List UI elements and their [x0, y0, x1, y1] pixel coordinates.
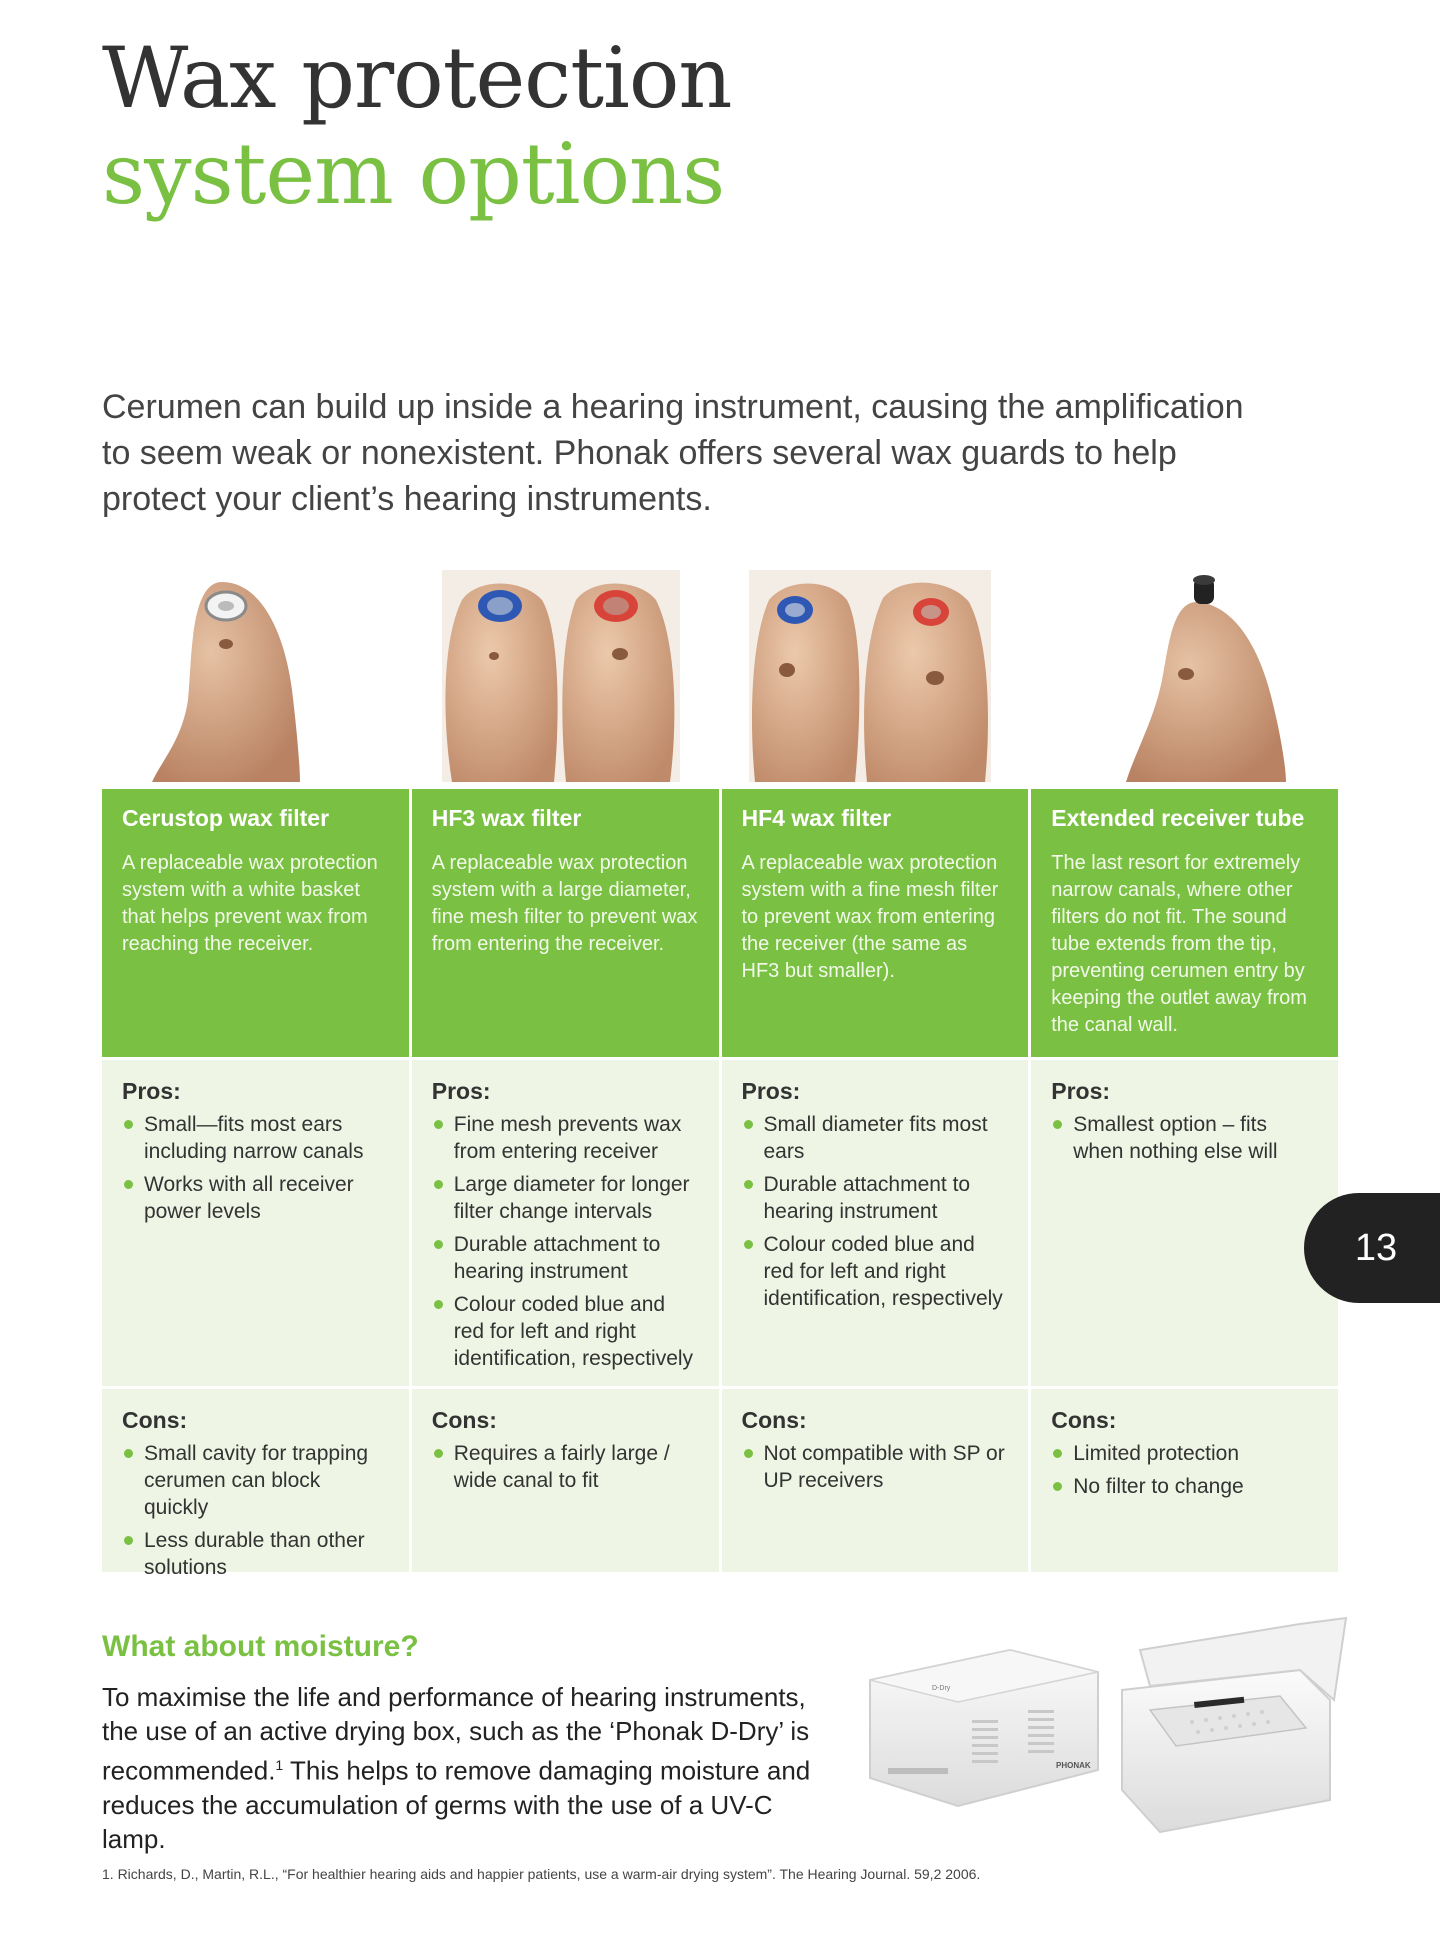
- pro-item: Small diameter fits most ears: [742, 1111, 1009, 1165]
- column-cerustop: [102, 789, 409, 1579]
- page-number-tab: [1304, 1193, 1440, 1303]
- cons-label: Cons:: [431, 1407, 497, 1433]
- cons-label: Cons:: [1051, 1407, 1117, 1433]
- cons-label: Cons:: [741, 1407, 807, 1433]
- con-item: Not compatible with SP or UP receivers: [742, 1440, 1009, 1494]
- cons-label: Cons:: [122, 1407, 188, 1433]
- extended-tube-photo: [1112, 570, 1292, 782]
- product-photos: [102, 570, 1338, 782]
- column-title: HF4 wax filter: [741, 805, 892, 831]
- intro-paragraph: Cerumen can build up inside a hearing instrument, causing the amplification to seem weak or nonexistent. Phonak offers several wax guards to help protect your client’s hearing instruments.: [102, 388, 1244, 518]
- cons-section: [412, 1389, 719, 1572]
- column-header: [102, 789, 409, 1057]
- drybox-model-label: D-Dry: [932, 1685, 951, 1692]
- page-number: 13: [1354, 1226, 1398, 1269]
- column-header: [722, 789, 1029, 1057]
- column-title: HF3 wax filter: [431, 805, 582, 831]
- column-extended-tube: [1031, 789, 1338, 1572]
- pro-item: Works with all receiver power levels: [122, 1171, 389, 1225]
- pro-item: Fine mesh prevents wax from entering receiver: [432, 1111, 699, 1165]
- pros-label: Pros:: [122, 1078, 181, 1104]
- title-line-1: Wax protection: [102, 29, 732, 127]
- cons-section: [102, 1389, 409, 1579]
- moisture-paragraph: [102, 1680, 842, 1856]
- comparison-table: [102, 789, 1338, 1579]
- pros-section: [1031, 1060, 1338, 1386]
- cons-section: [1031, 1389, 1338, 1572]
- hf4-photo: [749, 570, 991, 782]
- title-line-2: system options: [102, 125, 725, 223]
- pro-item: Large diameter for longer filter change intervals: [432, 1171, 699, 1225]
- page-title: [102, 30, 732, 222]
- footnote: 1. Richards, D., Martin, R.L., “For healthier hearing aids and happier patients, use a warm-air drying system”. The Hearing Journal. 59,2 2006.: [102, 1866, 981, 1882]
- pro-item: Durable attachment to hearing instrument: [742, 1171, 1009, 1225]
- column-description: A replaceable wax protection system with a fine mesh filter to prevent wax from entering the receiver (the same as HF3 but smaller).: [741, 852, 999, 982]
- moisture-text-part2: This helps to remove damaging moisture and reduces the accumulation of germs with the use of a UV-C lamp.: [102, 1755, 811, 1854]
- column-title: Extended receiver tube: [1051, 805, 1305, 831]
- pro-item: Durable attachment to hearing instrument: [432, 1231, 699, 1285]
- pro-item: Smallest option – fits when nothing else will: [1051, 1111, 1318, 1165]
- moisture-text-part1: To maximise the life and performance of hearing instruments, the use of an active drying box, such as the ‘Phonak D-Dry’ is recommended.: [102, 1682, 810, 1786]
- pros-label: Pros:: [431, 1078, 491, 1104]
- con-item: Small cavity for trapping cerumen can block quickly: [122, 1440, 389, 1521]
- hf3-photo: [442, 570, 680, 782]
- drying-box-photo: [860, 1610, 1350, 1835]
- pros-section: [102, 1060, 409, 1386]
- column-header: [1031, 789, 1338, 1057]
- column-description: A replaceable wax protection system with a white basket that helps prevent wax from reaching the receiver.: [122, 852, 378, 955]
- column-description: A replaceable wax protection system with a large diameter, fine mesh filter to prevent wax from entering the receiver.: [431, 852, 698, 955]
- column-header: [412, 789, 719, 1057]
- column-description: The last resort for extremely narrow canals, where other filters do not fit. The sound tube extends from the tip, preventing cerumen entry by keeping the outlet away from the canal wall.: [1051, 852, 1307, 1036]
- pro-item: Small—fits most ears including narrow canals: [122, 1111, 389, 1165]
- pros-section: [412, 1060, 719, 1386]
- drybox-logo: PHONAK: [1056, 1761, 1091, 1770]
- pros-section: [722, 1060, 1029, 1386]
- column-hf3: [412, 789, 719, 1572]
- pro-item: Colour coded blue and red for left and right identification, respectively: [432, 1291, 699, 1372]
- pros-label: Pros:: [741, 1078, 801, 1104]
- cerustop-photo: [152, 570, 302, 782]
- pros-label: Pros:: [1051, 1078, 1111, 1104]
- pro-item: Colour coded blue and red for left and right identification, respectively: [742, 1231, 1009, 1312]
- moisture-heading: What about moisture?: [102, 1630, 419, 1663]
- con-item: Requires a fairly large / wide canal to fit: [432, 1440, 699, 1494]
- cons-section: [722, 1389, 1029, 1572]
- column-title: Cerustop wax filter: [122, 805, 330, 831]
- footnote-reference: 1: [275, 1757, 284, 1773]
- con-item: Limited protection: [1051, 1440, 1318, 1467]
- con-item: Less durable than other solutions: [122, 1527, 389, 1581]
- column-hf4: [722, 789, 1029, 1572]
- con-item: No filter to change: [1051, 1473, 1318, 1500]
